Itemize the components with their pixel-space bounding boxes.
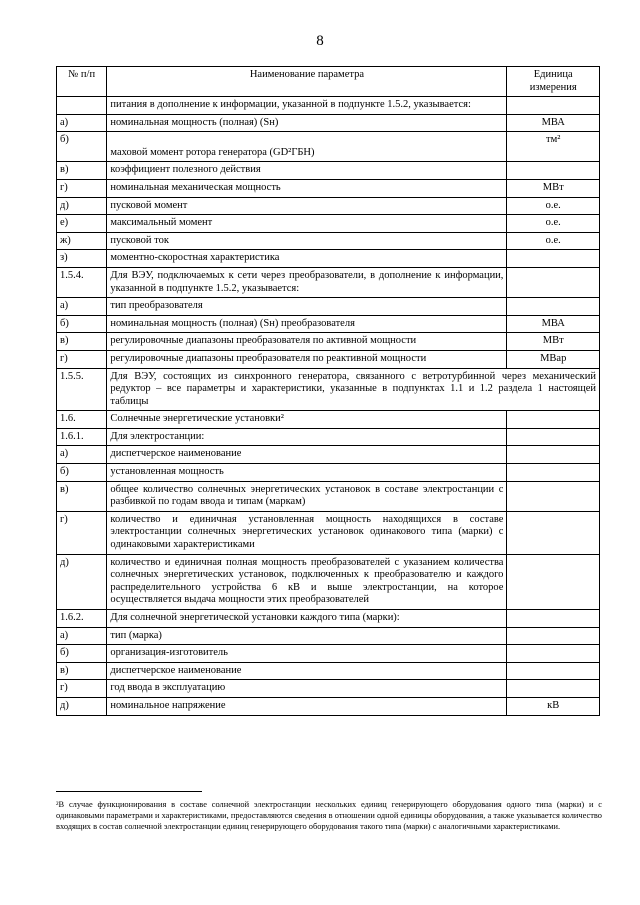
row-num: в) — [57, 481, 107, 511]
table-row — [57, 162, 600, 180]
row-unit — [507, 610, 600, 628]
table-row — [57, 680, 600, 698]
table-row — [57, 511, 600, 554]
row-unit — [507, 97, 600, 115]
table-row — [57, 197, 600, 215]
row-num: з) — [57, 250, 107, 268]
table-row — [57, 645, 600, 663]
row-num: 1.6. — [57, 411, 107, 429]
row-unit: тм² — [507, 132, 600, 162]
row-num: б) — [57, 645, 107, 663]
row-unit: о.е. — [507, 232, 600, 250]
table-row — [57, 446, 600, 464]
row-num: в) — [57, 162, 107, 180]
row-name: моментно-скоростная характеристика — [107, 250, 507, 268]
row-num: 1.6.2. — [57, 610, 107, 628]
footnote: ²В случае функционирования в составе солнечной электростанции нескольких единиц генерирующего оборудования одного типа (марки) и с одинаковыми параметрами и характеристиками, предоставляются сведения в отношении одной единицы оборудования, а также указывается количество входящих в состав солнечной электростанции единиц генерирующего оборудования такого типа (марки) с аналогичными характеристиками. — [56, 800, 602, 832]
row-name: пусковой момент — [107, 197, 507, 215]
row-num: е) — [57, 215, 107, 233]
row-name: организация-изготовитель — [107, 645, 507, 663]
page-number: 8 — [316, 33, 324, 49]
row-unit: МВА — [507, 315, 600, 333]
header-num: № п/п — [57, 67, 107, 97]
row-name: маховой момент ротора генератора (GD²ГБН) — [107, 132, 507, 162]
row-unit — [507, 680, 600, 698]
table-row — [57, 132, 600, 162]
footnote-divider — [56, 791, 202, 792]
row-name: максимальный момент — [107, 215, 507, 233]
row-num: в) — [57, 333, 107, 351]
row-num: ж) — [57, 232, 107, 250]
row-unit: МВт — [507, 333, 600, 351]
table-row — [57, 315, 600, 333]
row-unit — [507, 464, 600, 482]
row-unit — [507, 645, 600, 663]
row-unit — [507, 411, 600, 429]
row-name: Солнечные энергетические установки² — [107, 411, 507, 429]
row-num: а) — [57, 446, 107, 464]
row-num: г) — [57, 350, 107, 368]
row-unit — [507, 511, 600, 554]
row-name: номинальная мощность (полная) (Sн) — [107, 114, 507, 132]
table-row — [57, 250, 600, 268]
row-num: г) — [57, 680, 107, 698]
row-name: Для электростанции: — [107, 428, 507, 446]
table-row — [57, 232, 600, 250]
row-unit — [507, 250, 600, 268]
row-name: диспетчерское наименование — [107, 446, 507, 464]
table-row — [57, 114, 600, 132]
table-header-row — [57, 67, 600, 97]
row-name: коэффициент полезного действия — [107, 162, 507, 180]
row-num: г) — [57, 511, 107, 554]
row-unit: о.е. — [507, 215, 600, 233]
row-name: диспетчерское наименование — [107, 662, 507, 680]
row-name: номинальная механическая мощность — [107, 179, 507, 197]
row-num: д) — [57, 554, 107, 609]
row-num: д) — [57, 197, 107, 215]
row-unit: кВ — [507, 697, 600, 715]
row-unit — [507, 627, 600, 645]
row-name: количество и единичная полная мощность преобразователей с указанием количества солнечных энергетических установок, подключенных к преобразователю и каждого распределительного устройства 6 кВ и выше электростанции, на которое осуществляется выдача мощности этих преобразователей — [107, 554, 507, 609]
row-unit — [507, 554, 600, 609]
row-unit — [507, 428, 600, 446]
row-unit: МВА — [507, 114, 600, 132]
row-name: регулировочные диапазоны преобразователя по активной мощности — [107, 333, 507, 351]
table-row — [57, 333, 600, 351]
row-unit — [507, 298, 600, 316]
row-num: б) — [57, 464, 107, 482]
table-row — [57, 298, 600, 316]
row-unit — [507, 267, 600, 297]
row-unit — [507, 481, 600, 511]
table-row — [57, 610, 600, 628]
row-unit: МВт — [507, 179, 600, 197]
table-row — [57, 662, 600, 680]
row-unit — [507, 162, 600, 180]
parameters-table — [56, 66, 600, 716]
table-row — [57, 697, 600, 715]
row-unit: МВар — [507, 350, 600, 368]
row-name: Для ВЭУ, состоящих из синхронного генератора, связанного с ветротурбинной через механический редуктор – все параметры и характеристики, указанные в подпунктах 1.1 и 1.2 раздела 1 настоящей таблицы — [107, 368, 600, 411]
row-num: 1.6.1. — [57, 428, 107, 446]
row-num: 1.5.5. — [57, 368, 107, 411]
row-name: регулировочные диапазоны преобразователя по реактивной мощности — [107, 350, 507, 368]
row-name: Для солнечной энергетической установки каждого типа (марки): — [107, 610, 507, 628]
row-name: общее количество солнечных энергетических установок в составе электростанции с разбивкой по годам ввода и типам (маркам) — [107, 481, 507, 511]
row-unit — [507, 446, 600, 464]
table-row — [57, 350, 600, 368]
row-name: питания в дополнение к информации, указанной в подпункте 1.5.2, указывается: — [107, 97, 507, 115]
table-row — [57, 215, 600, 233]
table-row — [57, 368, 600, 411]
row-num: г) — [57, 179, 107, 197]
row-name: количество и единичная установленная мощность находящихся в составе электростанции солнечных энергетических установок одинакового типа (марки) с одинаковыми характеристиками — [107, 511, 507, 554]
row-name: тип преобразователя — [107, 298, 507, 316]
row-num: д) — [57, 697, 107, 715]
table-row — [57, 267, 600, 297]
row-unit — [507, 662, 600, 680]
row-name: номинальная мощность (полная) (Sн) преобразователя — [107, 315, 507, 333]
row-name: установленная мощность — [107, 464, 507, 482]
table-row — [57, 627, 600, 645]
table-row — [57, 554, 600, 609]
header-name: Наименование параметра — [107, 67, 507, 97]
row-num: в) — [57, 662, 107, 680]
row-unit: о.е. — [507, 197, 600, 215]
row-name: пусковой ток — [107, 232, 507, 250]
header-unit: Единица измерения — [507, 67, 600, 97]
row-name: год ввода в эксплуатацию — [107, 680, 507, 698]
table-row — [57, 97, 600, 115]
row-name: номинальное напряжение — [107, 697, 507, 715]
row-num — [57, 97, 107, 115]
row-name: тип (марка) — [107, 627, 507, 645]
row-num: 1.5.4. — [57, 267, 107, 297]
table-row — [57, 481, 600, 511]
row-num: б) — [57, 132, 107, 162]
table-row — [57, 179, 600, 197]
row-num: а) — [57, 627, 107, 645]
row-num: а) — [57, 114, 107, 132]
table-row — [57, 464, 600, 482]
row-name: Для ВЭУ, подключаемых к сети через преобразователи, в дополнение к информации, указанной в подпункте 1.5.2, указывается: — [107, 267, 507, 297]
row-num: а) — [57, 298, 107, 316]
table-row — [57, 428, 600, 446]
table-row — [57, 411, 600, 429]
row-num: б) — [57, 315, 107, 333]
